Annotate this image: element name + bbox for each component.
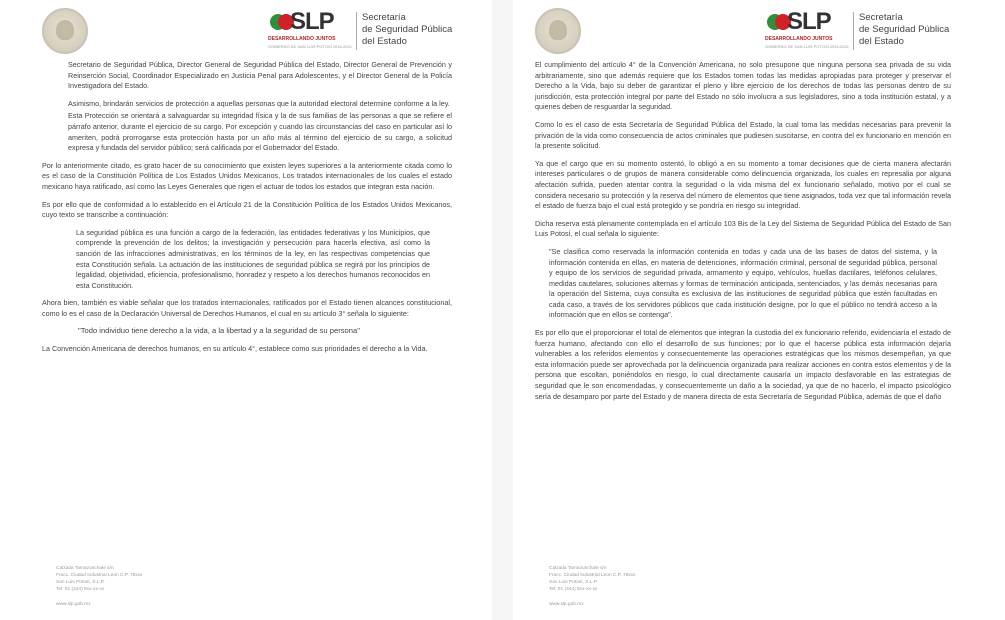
mexican-coat-of-arms-seal (535, 8, 581, 54)
slp-logo (765, 8, 849, 52)
paragraph: Dicha reserva está plenamente contemplada en el artículo 103 Bis de la Ley del Sistema de Seguridad Pública del Estado de San Luis Potosí, el cual señala lo siguiente: (535, 218, 951, 239)
document-body (42, 60, 452, 362)
paragraph: Ahora bien, también es viable señalar que los tratados internacionales, ratificados por el Estado tienen alcances constitucional, como lo es el caso de la Declaración Universal de Derechos Humanos, el cual en su artículo 3° señala lo siguiente: (42, 298, 452, 318)
header-divider (853, 12, 854, 50)
paragraph: Como lo es el caso de esta Secretaría de Seguridad Pública del Estado, la cual toma las medidas necesarias para prevenir la privación de la vida como consecuencia de actos criminales que pudiesen suscitarse, en contra del ex funcionario en mención en la presente solicitud. (535, 119, 951, 151)
paragraph: La Convención Americana de derechos humanos, en su artículo 4°, establece como sus prioridades el derecho a la Vida. (42, 344, 428, 354)
paragraph: Ya que el cargo que en su momento ostentó, lo obligó a en su momento a tomar decisiones que de cierta manera afectarán intereses particulares o de grupos de manera considerable como delincuencia organizada, los cuales en represalia por alguna afectación sufrida, pueden atentar contra la seguridad o la vida misma del ex funcionario señalado, motivo por el cual se considera necesario su protección y la reserva del número de elementos que tiene asignados, toda vez que tal información revela el estado de fuerza bajo el cual está protegido y se pondría en riesgo su integridad. (535, 158, 951, 211)
document-page-right (513, 0, 1005, 620)
slp-logo-subtagline: GOBIERNO DE SAN LUIS POTOSÍ 2015-2021 (268, 44, 352, 49)
slp-logo-text: SLP (787, 8, 831, 35)
constitution-quote: La seguridad pública es una función a cargo de la federación, las entidades federativas y los Municipios, que comprende la prevención de los delitos; la investigación y persecución para hacerla efectiva, así como la sanción de las infracciones administrativas, en los términos de la ley, en las respectivas competencias que esta Constitución señala. La actuación de las instituciones de seguridad pública se regirá por los principios de legalidad, objetividad, eficiencia, profesionalismo, honradez y respeto a los derechos humanos reconocidos en esta Constitución. (76, 227, 430, 290)
page-footer: Calzada Tamazunchale s/n Fracc. Ciudad Industrial Leon C.P. 78xxx San Luis Potosí, S.L.P. Tel: 01 (444) 8xx-xx-xx www.slp.gob.mx (56, 566, 143, 607)
mexican-coat-of-arms-seal (42, 8, 88, 54)
department-name: Secretaría de Seguridad Pública del Estado (859, 12, 950, 47)
paragraph: Por lo anteriormente citado, es grato hacer de su conocimiento que existen leyes superiores a la anteriormente citada como lo es el caso de la Constitución Política de Los Estados Unidos Mexicanos, Los tratados internacionales de los cuales el estado mexicano haya ratificado, así como las Leyes Generales que rigen el actuar de todos los estados que integran esta nación. (42, 160, 452, 191)
department-name: Secretaría de Seguridad Pública del Estado (362, 12, 453, 47)
slp-logo-subtagline: GOBIERNO DE SAN LUIS POTOSÍ 2015-2021 (765, 44, 849, 49)
footer-website: www.slp.gob.mx (56, 602, 91, 607)
declaration-quote: "Todo individuo tiene derecho a la vida, a la libertad y a la seguridad de su persona" (78, 326, 360, 336)
paragraph: Es por ello que el proporcionar el total de elementos que integran la custodia del ex funcionario referido, evidenciaría el estado de fuerza humano, afectando con ello el desarrollo de sus funciones; por lo que el hacerse pública esta información dejaría vulnerables a los referidos elementos y consecuentemente las operaciones estratégicas que los mismos desempeñan, ya que esta información puede ser aprovechada por la delincuencia organizada para realizar acciones en contra estos elementos y de la persona que escoltan, poniéndolos en riesgo, lo cual directamente causaría un impacto desfavorable en las estrategias de seguridad que le son encomendadas, y consecuentemente un daño a la sociedad, ya que de no hacerlo, el impacto psicológico sería de desamparo por parte del Estado y de manera directa de esta Secretaría de Seguridad Pública, además de que el daño (535, 328, 951, 401)
document-page-left (0, 0, 492, 620)
paragraph: Asimismo, brindarán servicios de protección a aquellas personas que la autoridad electoral determine conforme a la ley. (68, 98, 450, 108)
paragraph: Es por ello que de conformidad a lo establecido en el Artículo 21 de la Constitución Política de los Estados Unidos Mexicanos, cuyo texto se transcribe a continuación: (42, 199, 452, 220)
paragraph: Secretario de Seguridad Pública, Director General de Seguridad Pública del Estado, Director General de Prevención y Reinserción Social, Coordinador Especializado en Justicia Penal para Adolescentes, y el Director General de la Policía Investigadora del Estado. (68, 60, 452, 91)
slp-logo-tagline: DESARROLLANDO JUNTOS (268, 36, 336, 42)
slp-logo (268, 8, 352, 52)
document-body (535, 60, 951, 409)
paragraph: Esta Protección se orientará a salvaguardar su integridad física y la de sus familias de las personas a que se refiere el párrafo anterior, durante el ejercicio de su cargo. Por excepción y cuando las circunstancias del caso en particular así lo ameriten, podrá prorrogarse esta protección hasta por un año más al término del ejercicio de su cargo, a solicitud expresa y fundada del servidor público; será calificada por el Gobernador del Estado. (68, 111, 452, 153)
paragraph: El cumplimiento del artículo 4° de la Convención Americana, no solo presupone que ninguna persona sea privada de su vida arbitrariamente, sino que además requiere que los Estados tomen todas las medidas apropiadas para proteger y preservar el Derecho a la Vida, bajo su deber de garantizar el pleno y libre ejercicio de los derechos de todas las personas dentro de su jurisdicción, esta protección integral por parte del Estado no sólo involucra a sus legisladores, sino a toda institución estatal, y a quienes deben de resguardar la seguridad. (535, 60, 951, 112)
page-gutter (492, 0, 513, 620)
slp-logo-text: SLP (290, 8, 334, 35)
header-divider (356, 12, 357, 50)
slp-logo-tagline: DESARROLLANDO JUNTOS (765, 36, 833, 42)
letterhead (0, 8, 492, 60)
page-footer: Calzada Tamazunchale s/n Fracc. Ciudad Industrial Leon C.P. 78xxx San Luis Potosí, S.L.P. Tel: 01 (444) 8xx-xx-xx www.slp.gob.mx (549, 566, 636, 607)
law-quote: "Se clasifica como reservada la información contenida en todas y cada una de las bases de datos del sistema, y la información contenida en ellas, en materia de detenciones, información criminal, personal de seguridad pública, personal y equipo de los servicios de seguridad privada, armamento y equipo, vehículos, huellas dactilares, teléfonos celulares, medidas cautelares, soluciones alternas y formas de terminación anticipada, sentenciados, y las demás necesarias para la operación del Sistema, cuya consulta es exclusiva de las instituciones de seguridad pública que estén facultadas en cada caso, a través de los servidores públicos que cada institución designe, por lo que el público no tendrá acceso a la información que en ellos se contenga". (549, 246, 937, 320)
footer-website: www.slp.gob.mx (549, 602, 584, 607)
letterhead (513, 8, 1005, 60)
